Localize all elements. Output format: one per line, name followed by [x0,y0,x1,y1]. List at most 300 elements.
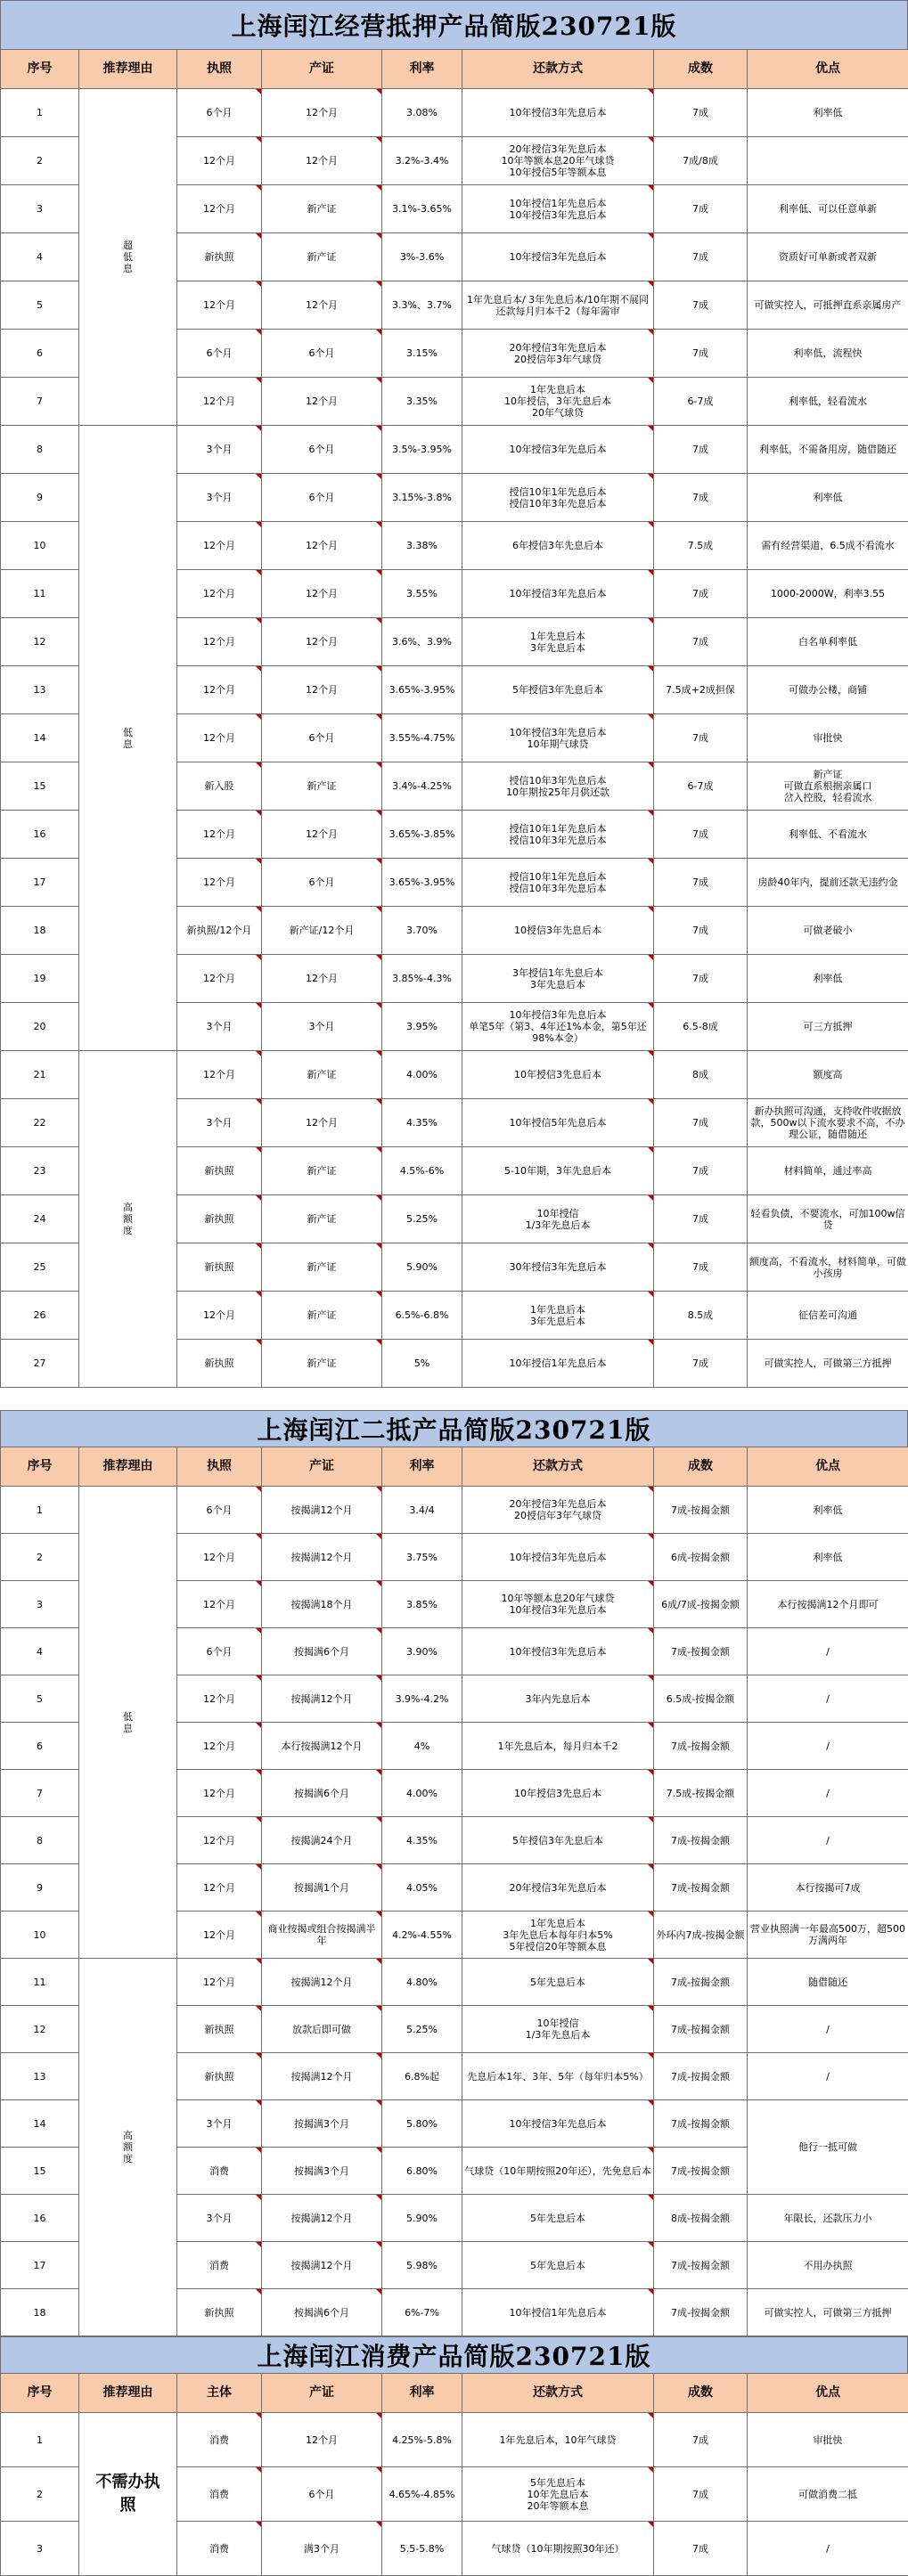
license-cell: 消费 [177,2522,262,2576]
product-table [0,1447,908,2336]
row-number: 11 [1,570,79,618]
section-title: 上海闰江经营抵押产品简版230721版 [0,0,908,50]
repayment-cell: 10年授信3先息后本 [462,1770,654,1817]
rate-cell: 5.25% [382,2006,462,2053]
property-cell: 按揭满12个月 [262,1959,382,2006]
table-row [1,1487,908,1534]
repayment-cell: 10年授信1年先息后本 [462,2289,654,2336]
reason-char: 额 [123,2141,133,2153]
ratio-cell: 7.5成+2成担保 [654,666,748,714]
repayment-cell: 5年授信3年先息后本 [462,666,654,714]
rate-cell: 3%-3.6% [382,233,462,281]
repayment-cell: 30年授信3年先息后本 [462,1243,654,1292]
rate-cell: 3.55% [382,570,462,618]
property-cell: 12个月 [262,2413,382,2467]
advantage-cell: 轻看负债，不要流水，可加100w信贷 [748,1195,908,1243]
license-cell: 12个月 [177,1581,262,1628]
property-cell: 新产证 [262,1195,382,1243]
rate-cell: 3.95% [382,1003,462,1051]
column-header: 利率 [382,50,462,89]
ratio-cell: 7成 [654,955,748,1003]
table-row [1,89,908,137]
ratio-cell: 7成 [654,281,748,330]
repayment-cell: 10年授信3先息后本 [462,1051,654,1099]
repayment-cell: 1年先息后本 3年先息后本 [462,1292,654,1340]
rate-cell: 3.55%-4.75% [382,714,462,762]
repayment-cell: 3年内先息后本 [462,1675,654,1723]
row-number: 25 [1,1243,79,1292]
ratio-cell: 6-7成 [654,762,748,811]
property-cell: 按揭满18个月 [262,1581,382,1628]
advantage-cell: 资质好可单新或者双新 [748,233,908,281]
property-cell: 按揭满1个月 [262,1864,382,1912]
rate-cell: 4.80% [382,1959,462,2006]
property-cell: 12个月 [262,378,382,426]
rate-cell: 3.3%、3.7% [382,281,462,330]
property-cell: 新产证 [262,233,382,281]
rate-cell: 4.05% [382,1864,462,1912]
rate-cell: 3.4/4 [382,1487,462,1534]
row-number: 11 [1,1959,79,2006]
property-cell: 12个月 [262,811,382,859]
row-number: 22 [1,1099,79,1147]
repayment-cell: 10年授信 1/3年先息后本 [462,1195,654,1243]
row-number: 5 [1,1675,79,1723]
column-header: 优点 [748,1447,908,1487]
advantage-cell: 新办执照可沟通，支持收件收据放款，500w以下流水要求不高，不办理公证，随借随还 [748,1099,908,1147]
license-cell: 新执照 [177,2289,262,2336]
row-number: 10 [1,522,79,570]
rate-cell: 5.98% [382,2242,462,2289]
recommend-reason [79,1487,177,1959]
rate-cell: 4.35% [382,1817,462,1864]
rate-cell: 4.00% [382,1051,462,1099]
license-cell: 12个月 [177,1864,262,1912]
ratio-cell: 7成-按揭金额 [654,2053,748,2100]
advantage-cell: 材料简单，通过率高 [748,1147,908,1195]
row-number: 15 [1,2148,79,2195]
reason-char: 不需办执 [96,2473,160,2491]
license-cell: 12个月 [177,1051,262,1099]
header-row [1,2374,908,2413]
rate-cell: 4.2%-4.55% [382,1912,462,1959]
row-number: 14 [1,2100,79,2148]
reason-char: 息 [123,738,133,750]
rate-cell: 3.08% [382,89,462,137]
rate-cell: 3.38% [382,522,462,570]
repayment-cell: 10年授信3年先息后本 [462,1628,654,1675]
section-title: 上海闰江二抵产品简版230721版 [0,1410,908,1447]
repayment-cell: 20年授信3年先息后本 [462,1864,654,1912]
repayment-cell: 20年授信3年先息后本 20授信年3年气球贷 [462,330,654,378]
table-row [1,426,908,474]
repayment-cell: 6年授信3年先息后本 [462,522,654,570]
advantage-cell: 新产证 可做直系根据亲属口 岔入控股，轻看流水 [748,762,908,811]
advantage-cell: 房龄40年内，提前还款无违约金 [748,859,908,907]
ratio-cell: 7成-按揭金额 [654,2242,748,2289]
ratio-cell: 7成 [654,618,748,666]
license-cell: 新执照 [177,2006,262,2053]
rate-cell: 3.2%-3.4% [382,137,462,185]
ratio-cell: 7成 [654,1195,748,1243]
license-cell: 消费 [177,2467,262,2522]
rate-cell: 3.5%-3.95% [382,426,462,474]
rate-cell: 3.15% [382,330,462,378]
advantage-cell: 审批快 [748,2413,908,2467]
license-cell: 6个月 [177,1487,262,1534]
advantage-cell: 白名单利率低 [748,618,908,666]
rate-cell: 3.1%-3.65% [382,185,462,233]
rate-cell: 4.65%-4.85% [382,2467,462,2522]
advantage-cell: 利率低、可以任意单新 [748,185,908,233]
rate-cell: 5.90% [382,2195,462,2242]
column-header: 成数 [654,2374,748,2413]
row-number: 6 [1,1723,79,1770]
rate-cell: 4.35% [382,1099,462,1147]
rate-cell: 3.9%-4.2% [382,1675,462,1723]
rate-cell: 3.35% [382,378,462,426]
repayment-cell: 10年授信5年先息后本 [462,1099,654,1147]
license-cell: 12个月 [177,1723,262,1770]
row-number: 4 [1,1628,79,1675]
column-header: 还款方式 [462,1447,654,1487]
property-cell: 放款后即可做 [262,2006,382,2053]
rate-cell: 6%-7% [382,2289,462,2336]
repayment-cell: 10年等额本息20年气球贷 10年授信3年先息后本 [462,1581,654,1628]
rate-cell: 3.75% [382,1534,462,1581]
property-cell: 按揭满12个月 [262,1487,382,1534]
reason-char: 低 [123,727,133,738]
repayment-cell: 10年授信3年先息后本 10年期气球贷 [462,714,654,762]
header-row [1,1447,908,1487]
row-number: 24 [1,1195,79,1243]
rate-cell: 3.15%-3.8% [382,474,462,522]
repayment-cell: 20年授信3年先息后本 10年等额本息20年气球贷 10年授信5年等额本息 [462,137,654,185]
header-row [1,50,908,89]
row-number: 14 [1,714,79,762]
row-number: 13 [1,2053,79,2100]
row-number: 16 [1,2195,79,2242]
ratio-cell: 7成 [654,426,748,474]
property-cell: 新产证 [262,1147,382,1195]
rate-cell: 3.4%-4.25% [382,762,462,811]
column-header: 执照 [177,1447,262,1487]
row-number: 7 [1,378,79,426]
advantage-cell: 利率低 [748,89,908,137]
column-header: 序号 [1,2374,79,2413]
rate-cell: 3.6%、3.9% [382,618,462,666]
row-number: 27 [1,1340,79,1388]
license-cell: 3个月 [177,2195,262,2242]
property-cell: 按揭满6个月 [262,1770,382,1817]
advantage-cell: 利率低，轻看流水 [748,378,908,426]
advantage-cell: 审批快 [748,714,908,762]
rate-cell: 3.90% [382,1628,462,1675]
reason-char: 高 [123,1202,133,1213]
repayment-cell: 10年授信3年先息后本 单笔5年（第3、4年还1%本金，第5年还98%本金） [462,1003,654,1051]
ratio-cell: 外环内7成-按揭金额 [654,1912,748,1959]
row-number: 1 [1,2413,79,2467]
repayment-cell: 先息后本1年、3年、5年（每年归本5%） [462,2053,654,2100]
advantage-cell: / [748,1675,908,1723]
repayment-cell: 10年授信3年先息后本 [462,426,654,474]
license-cell: 12个月 [177,137,262,185]
ratio-cell: 7成 [654,89,748,137]
property-cell: 本行按揭满12个月 [262,1723,382,1770]
advantage-cell: 可做实控人，可做第三方抵押 [748,1340,908,1388]
repayment-cell: 3年授信1年先息后本 3年先息后本 [462,955,654,1003]
ratio-cell: 7成-按揭金额 [654,2289,748,2336]
advantage-cell: 利率低，不需备用房，随借随还 [748,426,908,474]
repayment-cell: 授信10年1年先息后本 授信10年3年先息后本 [462,859,654,907]
ratio-cell: 7成-按揭金额 [654,2148,748,2195]
ratio-cell: 7成 [654,474,748,522]
property-cell: 3个月 [262,1003,382,1051]
column-header: 序号 [1,1447,79,1487]
license-cell: 3个月 [177,1003,262,1051]
advantage-cell: 额度高，不看流水，材料简单，可做小孩房 [748,1243,908,1292]
repayment-cell: 20年授信3年先息后本 20授信年3年气球贷 [462,1487,654,1534]
rate-cell: 3.70% [382,907,462,955]
ratio-cell: 7成 [654,330,748,378]
property-cell: 6个月 [262,714,382,762]
ratio-cell: 7成 [654,714,748,762]
advantage-cell: 本行按揭可7成 [748,1864,908,1912]
property-cell: 6个月 [262,2467,382,2522]
rate-cell: 4.25%-5.8% [382,2413,462,2467]
repayment-cell: 授信10年3年先息后本 10年期按25年月供还款 [462,762,654,811]
property-cell: 6个月 [262,330,382,378]
row-number: 8 [1,1817,79,1864]
recommend-reason [79,1959,177,2336]
ratio-cell: 7成 [654,1340,748,1388]
license-cell: 12个月 [177,1770,262,1817]
rate-cell: 5.5-5.8% [382,2522,462,2576]
property-cell: 满3个月 [262,2522,382,2576]
row-number: 17 [1,2242,79,2289]
property-cell: 12个月 [262,137,382,185]
ratio-cell: 7成 [654,1099,748,1147]
property-cell: 按揭满6个月 [262,1628,382,1675]
license-cell: 3个月 [177,2100,262,2148]
column-header: 产证 [262,2374,382,2413]
column-header: 优点 [748,2374,908,2413]
advantage-cell: 不用办执照 [748,2242,908,2289]
ratio-cell: 7成 [654,1147,748,1195]
row-number: 2 [1,2467,79,2522]
license-cell: 3个月 [177,1099,262,1147]
advantage-cell: / [748,1628,908,1675]
repayment-cell: 授信10年1年先息后本 授信10年3年先息后本 [462,811,654,859]
column-header: 利率 [382,2374,462,2413]
property-cell: 按揭满3个月 [262,2100,382,2148]
recommend-reason [79,2413,177,2576]
advantage-cell: / [748,2053,908,2100]
advantage-cell: 可三方抵押 [748,1003,908,1051]
row-number: 12 [1,2006,79,2053]
license-cell: 6个月 [177,330,262,378]
repayment-cell: 10年授信3年先息后本 [462,89,654,137]
property-cell: 新产证 [262,185,382,233]
property-cell: 按揭满12个月 [262,2195,382,2242]
row-number: 26 [1,1292,79,1340]
license-cell: 12个月 [177,666,262,714]
property-cell: 按揭满6个月 [262,2289,382,2336]
ratio-cell: 7.5成 [654,522,748,570]
column-header: 产证 [262,50,382,89]
rate-cell: 5% [382,1340,462,1388]
row-number: 21 [1,1051,79,1099]
row-number: 3 [1,2522,79,2576]
advantage-cell: / [748,2522,908,2576]
row-number: 2 [1,1534,79,1581]
license-cell: 3个月 [177,426,262,474]
license-cell: 12个月 [177,185,262,233]
reason-char: 低 [123,1711,133,1723]
ratio-cell: 7成 [654,907,748,955]
license-cell: 12个月 [177,378,262,426]
repayment-cell: 10年授信 1/3年先息后本 [462,2006,654,2053]
column-header: 成数 [654,50,748,89]
reason-char: 额 [123,1213,133,1225]
license-cell: 12个月 [177,1912,262,1959]
row-number: 4 [1,233,79,281]
advantage-cell: 可做实控人，可做第三方抵押 [748,2289,908,2336]
advantage-cell: 利率低，流程快 [748,330,908,378]
ratio-cell: 7成 [654,185,748,233]
row-number: 5 [1,281,79,330]
repayment-cell: 10年授信3年先息后本 [462,570,654,618]
ratio-cell: 7成-按揭金额 [654,1723,748,1770]
table-row [1,1051,908,1099]
repayment-cell: 1年先息后本，10年气球贷 [462,2413,654,2467]
property-cell: 12个月 [262,570,382,618]
rate-cell: 4.5%-6% [382,1147,462,1195]
column-header: 还款方式 [462,2374,654,2413]
advantage-cell: 他行一抵可做 [748,2100,908,2195]
ratio-cell: 7成-按揭金额 [654,1864,748,1912]
row-number: 8 [1,426,79,474]
repayment-cell: 气球贷（10年期按照30年还） [462,2522,654,2576]
repayment-cell: 10年授信3年先息后本 [462,233,654,281]
property-cell: 按揭满3个月 [262,2148,382,2195]
advantage-cell: 营业执照满一年最高500万，超500万满两年 [748,1912,908,1959]
rate-cell: 4.00% [382,1770,462,1817]
advantage-cell: 征信差可沟通 [748,1292,908,1340]
property-cell: 12个月 [262,522,382,570]
license-cell: 12个月 [177,955,262,1003]
advantage-cell: 利率低 [748,1534,908,1581]
property-cell: 新产证 [262,1243,382,1292]
advantage-cell: 1000-2000W，利率3.55 [748,570,908,618]
repayment-cell: 10年授信3年先息后本 [462,2100,654,2148]
ratio-cell: 7成-按揭金额 [654,2006,748,2053]
column-header: 主体 [177,2374,262,2413]
property-cell: 新产证 [262,1051,382,1099]
reason-char: 度 [123,2153,133,2164]
repayment-cell: 1年先息后本/ 3年先息后本/10年期不展同还款每月归本千2（每年需审 [462,281,654,330]
column-header: 优点 [748,50,908,89]
ratio-cell: 6成/7成-按揭金额 [654,1581,748,1628]
repayment-cell: 1年先息后本，每月归本千2 [462,1723,654,1770]
row-number: 1 [1,89,79,137]
advantage-cell: 可做老破小 [748,907,908,955]
advantage-cell: / [748,1770,908,1817]
license-cell: 6个月 [177,89,262,137]
license-cell: 12个月 [177,1675,262,1723]
ratio-cell: 7成-按揭金额 [654,1628,748,1675]
rate-cell: 3.85% [382,1581,462,1628]
repayment-cell: 5-10年期，3年先息后本 [462,1147,654,1195]
product-table [0,49,908,1388]
row-number: 15 [1,762,79,811]
advantage-cell: 可做实控人，可抵押直系亲属房产 [748,281,908,330]
ratio-cell: 6.5-8成 [654,1003,748,1051]
rate-cell: 5.80% [382,2100,462,2148]
row-number: 17 [1,859,79,907]
column-header: 产证 [262,1447,382,1487]
ratio-cell: 7成 [654,811,748,859]
license-cell: 12个月 [177,1292,262,1340]
license-cell: 12个月 [177,522,262,570]
advantage-cell: 随借随还 [748,1959,908,2006]
row-number: 13 [1,666,79,714]
ratio-cell: 7成 [654,2413,748,2467]
property-cell: 按揭满12个月 [262,2053,382,2100]
ratio-cell: 8成-按揭金额 [654,2195,748,2242]
property-cell: 12个月 [262,666,382,714]
repayment-cell: 气球贷（10年期按照20年还），先免息后本 [462,2148,654,2195]
license-cell: 12个月 [177,570,262,618]
ratio-cell: 8成 [654,1051,748,1099]
ratio-cell: 7成-按揭金额 [654,1487,748,1534]
product-table [0,2373,908,2576]
column-header: 还款方式 [462,50,654,89]
ratio-cell: 6成-按揭金额 [654,1534,748,1581]
column-header: 序号 [1,50,79,89]
property-cell: 6个月 [262,474,382,522]
rate-cell: 3.65%-3.95% [382,859,462,907]
advantage-cell: / [748,1817,908,1864]
row-number: 9 [1,474,79,522]
column-header: 推荐理由 [79,2374,177,2413]
recommend-reason [79,89,177,426]
ratio-cell: 7成 [654,2522,748,2576]
repayment-cell: 10年授信1年先息后本 10年授信3年先息后本 [462,185,654,233]
repayment-cell: 10年授信3年先息后本 [462,1534,654,1581]
rate-cell: 6.80% [382,2148,462,2195]
advantage-cell: 需有经营渠道，6.5成不看流水 [748,522,908,570]
license-cell: 新执照 [177,1340,262,1388]
license-cell: 新执照 [177,1147,262,1195]
license-cell: 6个月 [177,1628,262,1675]
column-header: 推荐理由 [79,50,177,89]
property-cell: 商业按揭或组合按揭满半年 [262,1912,382,1959]
license-cell: 消费 [177,2242,262,2289]
ratio-cell: 8.5成 [654,1292,748,1340]
license-cell: 12个月 [177,281,262,330]
license-cell: 12个月 [177,714,262,762]
repayment-cell: 5年先息后本 [462,1959,654,2006]
row-number: 18 [1,2289,79,2336]
row-number: 19 [1,955,79,1003]
repayment-cell: 5年授信3年先息后本 [462,1817,654,1864]
table-row [1,2413,908,2467]
license-cell: 消费 [177,2148,262,2195]
rate-cell: 3.65%-3.85% [382,811,462,859]
reason-char: 低 [123,251,133,263]
property-cell: 新产证/12个月 [262,907,382,955]
